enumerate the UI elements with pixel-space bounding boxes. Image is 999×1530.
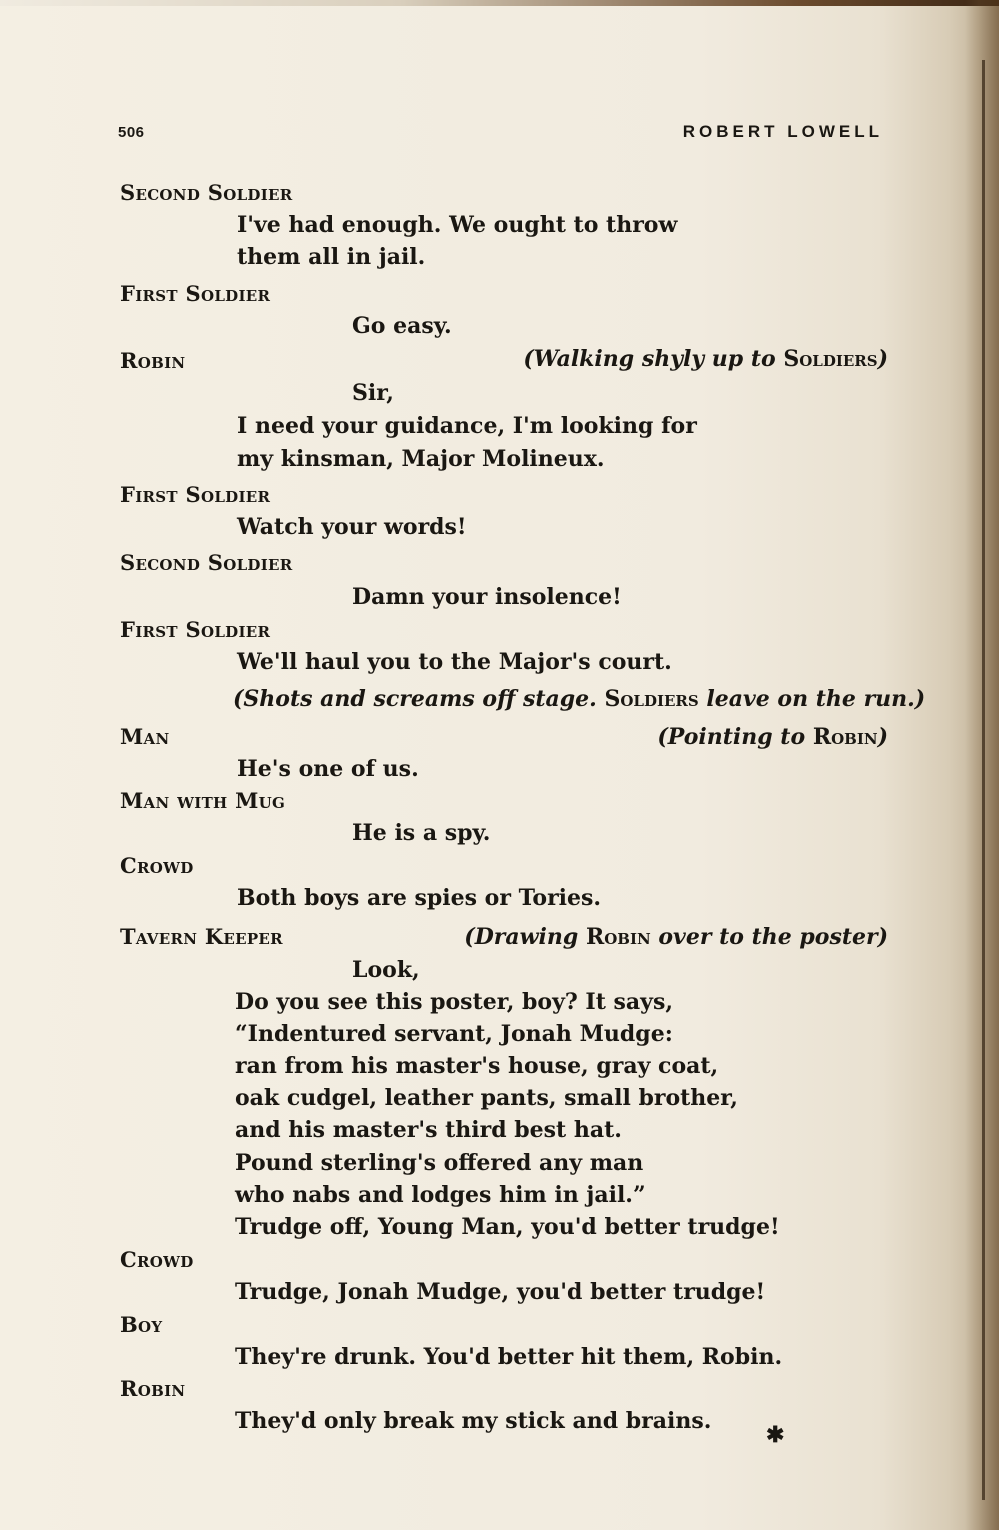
dialogue-line: “Indentured servant, Jonah Mudge: [235, 1021, 673, 1047]
stage-direction: (Drawing Robin over to the poster) [464, 924, 888, 950]
dialogue-line: They'd only break my stick and brains. [235, 1408, 712, 1434]
page-top-edge [0, 0, 999, 6]
speaker-man: Man [120, 724, 170, 749]
speaker-second-soldier: Second Soldier [120, 550, 293, 575]
speaker-robin: Robin [120, 1376, 186, 1401]
book-gutter-line [982, 60, 985, 1500]
stage-direction: (Walking shyly up to Soldiers) [523, 346, 888, 372]
dialogue-line: I've had enough. We ought to throw [237, 212, 678, 238]
speaker-crowd: Crowd [120, 1247, 194, 1272]
speaker-crowd: Crowd [120, 853, 194, 878]
dialogue-line: Both boys are spies or Tories. [237, 885, 602, 911]
dialogue-line: Trudge off, Young Man, you'd better trudge! [235, 1214, 780, 1240]
speaker-man-with-mug: Man with Mug [120, 788, 286, 813]
dialogue-line: who nabs and lodges him in jail.” [235, 1182, 646, 1208]
ink-mark: ✱ [766, 1422, 785, 1448]
speaker-first-soldier: First Soldier [120, 281, 271, 306]
speaker-first-soldier: First Soldier [120, 617, 271, 642]
dialogue-line: Go easy. [352, 313, 452, 339]
dialogue-line: He's one of us. [237, 756, 419, 782]
dialogue-line: Trudge, Jonah Mudge, you'd better trudge! [235, 1279, 766, 1305]
dialogue-line: He is a spy. [352, 820, 491, 846]
page-number: 506 [118, 124, 145, 141]
dialogue-line: them all in jail. [237, 244, 426, 270]
dialogue-line: They're drunk. You'd better hit them, Robin. [235, 1344, 783, 1370]
dialogue-line: Damn your insolence! [352, 584, 622, 610]
dialogue-line: I need your guidance, I'm looking for [237, 413, 697, 439]
speaker-first-soldier: First Soldier [120, 482, 271, 507]
running-head-author: ROBERT LOWELL [682, 122, 883, 141]
dialogue-line: Pound sterling's offered any man [235, 1150, 644, 1176]
dialogue-line: Look, [352, 957, 420, 983]
dialogue-line: Do you see this poster, boy? It says, [235, 989, 674, 1015]
dialogue-line: oak cudgel, leather pants, small brother, [235, 1085, 738, 1111]
stage-direction: (Shots and screams off stage. Soldiers leave on the run.) [233, 686, 926, 712]
stage-direction: (Pointing to Robin) [657, 724, 888, 750]
speaker-second-soldier: Second Soldier [120, 180, 293, 205]
speaker-boy: Boy [120, 1312, 163, 1337]
dialogue-line: Watch your words! [237, 514, 467, 540]
dialogue-line: my kinsman, Major Molineux. [237, 446, 605, 472]
dialogue-line: ran from his master's house, gray coat, [235, 1053, 719, 1079]
speaker-robin: Robin [120, 348, 186, 373]
dialogue-line: Sir, [352, 380, 394, 406]
dialogue-line: We'll haul you to the Major's court. [237, 649, 672, 675]
speaker-tavern-keeper: Tavern Keeper [120, 924, 283, 949]
dialogue-line: and his master's third best hat. [235, 1117, 622, 1143]
